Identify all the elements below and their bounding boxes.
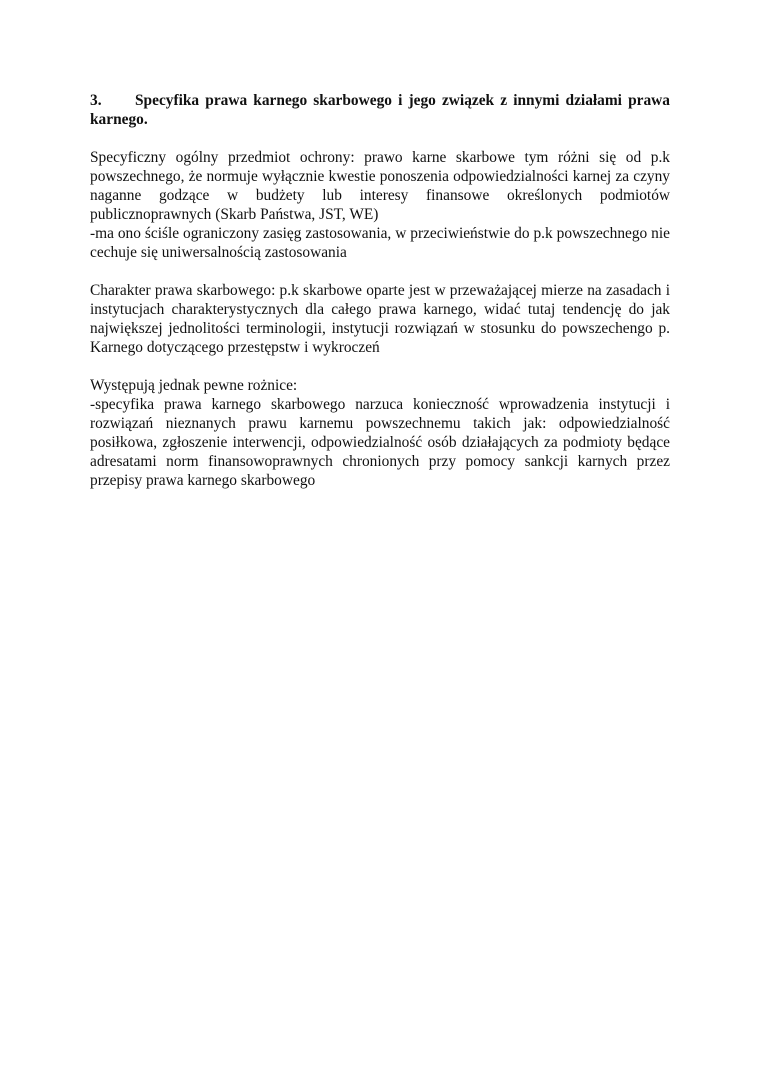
paragraph-line: instytucjach charakterystycznych dla całego prawa karnego, widać tutaj tendencję do jak (90, 301, 670, 318)
paragraph-line: przepisy prawa karnego skarbowego (90, 472, 316, 489)
paragraph-line: naganne godzące w budżety lub interesy finansowe określonych podmiotów (90, 187, 670, 204)
section-title: Specyfika prawa karnego skarbowego i jego związek z innymi działami prawa karnego. (90, 92, 670, 128)
paragraph-line: -ma ono ściśle ograniczony zasięg zastosowania, w przeciwieństwie do p.k powszechnego nie (90, 225, 670, 242)
paragraph-line: Karnego dotyczącego przestępstw i wykroczeń (90, 339, 380, 356)
paragraph-line: powszechnego, że normuje wyłącznie kwestie ponoszenia odpowiedzialności karnej za czyny (90, 168, 670, 185)
paragraph-line: -specyfika prawa karnego skarbowego narzuca konieczność wprowadzenia instytucji i (90, 396, 670, 413)
document-page (90, 91, 670, 509)
section-heading (90, 91, 670, 129)
paragraph-line: adresatami norm finansowoprawnych chronionych przy pomocy sankcji karnych przez (90, 453, 670, 470)
paragraph-line: posiłkowa, zgłoszenie interwencji, odpowiedzialność osób działających za podmioty będące (90, 434, 670, 451)
paragraph-character (90, 281, 670, 357)
paragraph-line: Charakter prawa skarbowego: p.k skarbowe oparte jest w przeważającej mierze na zasadach i (90, 282, 670, 299)
paragraph-differences (90, 376, 670, 490)
paragraph-line: rozwiązań nieznanych prawu karnemu powszechnemu takich jak: odpowiedzialność (90, 415, 670, 432)
paragraph-line: Występują jednak pewne rożnice: (90, 377, 298, 394)
paragraph-line: publicznoprawnych (Skarb Państwa, JST, WE) (90, 206, 379, 223)
paragraph-line: cechuje się uniwersalnością zastosowania (90, 244, 347, 261)
paragraph-line: największej jednolitości terminologii, instytucji rozwiązań w stosunku do powszechengo p. (90, 320, 670, 337)
paragraph-line: Specyficzny ogólny przedmiot ochrony: prawo karne skarbowe tym różni się od p.k (90, 149, 670, 166)
paragraph-subject-of-protection (90, 148, 670, 262)
section-number: 3. (90, 92, 102, 109)
